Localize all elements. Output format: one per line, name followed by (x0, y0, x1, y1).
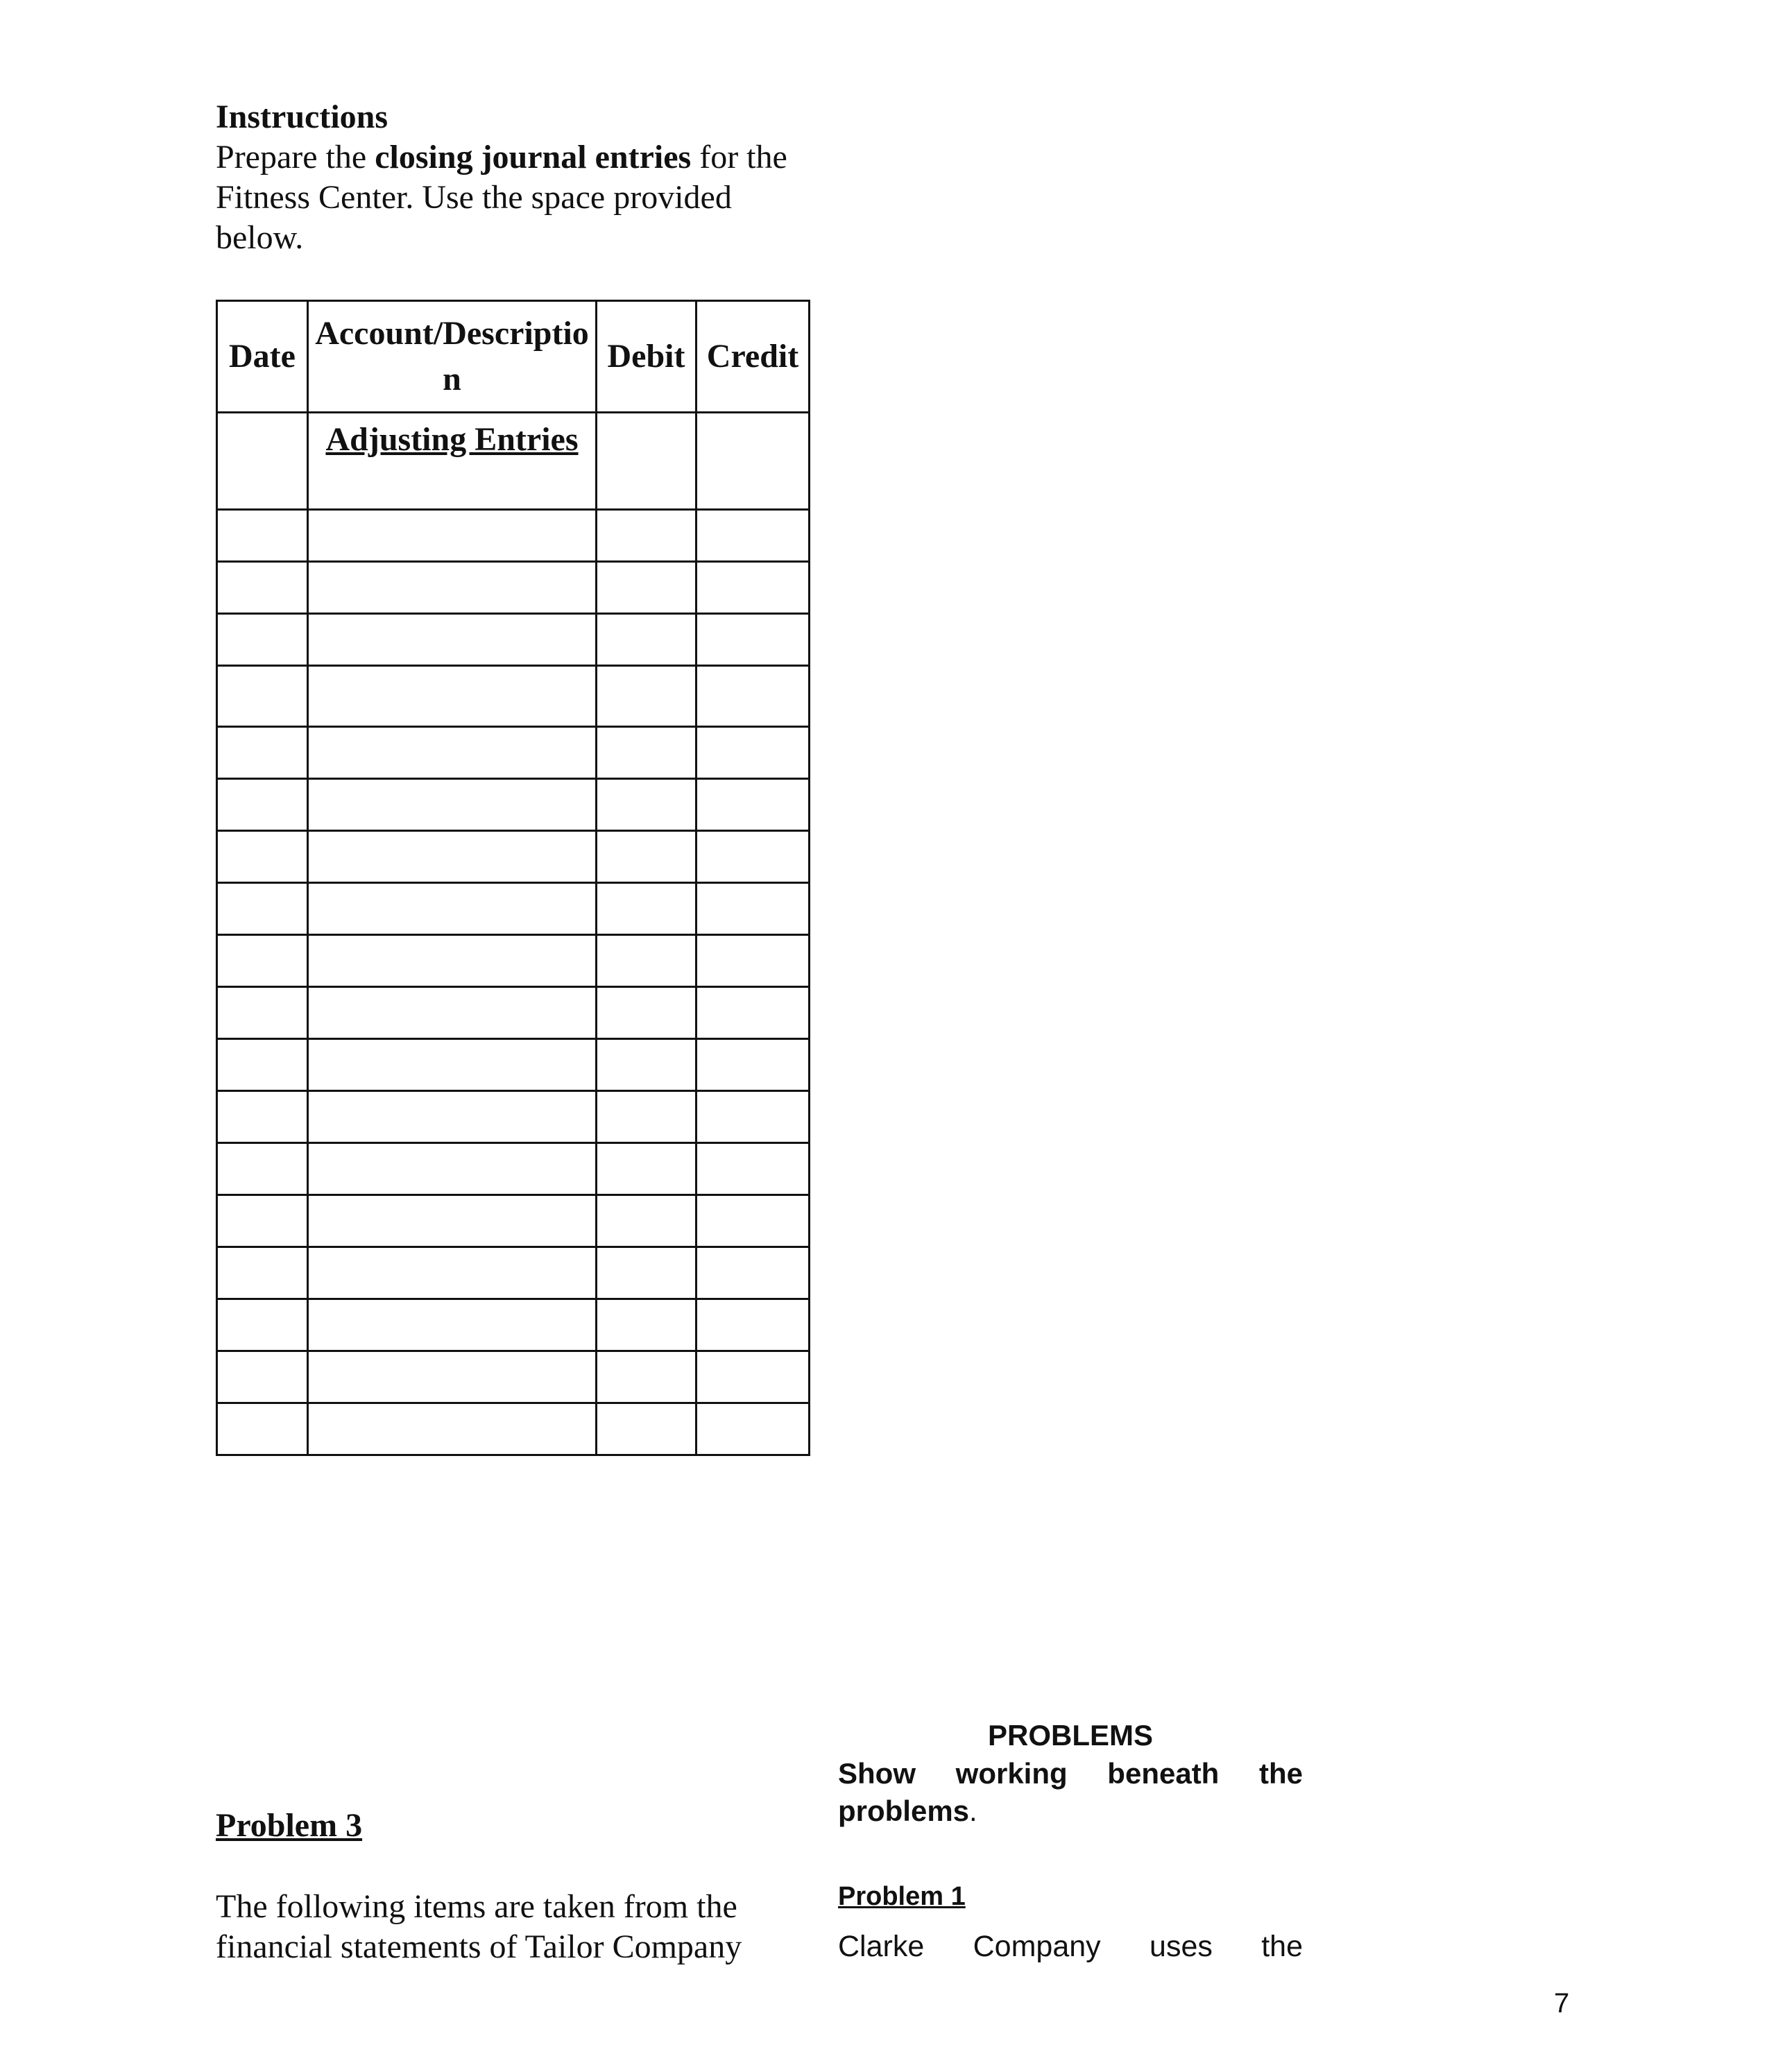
journal-row (217, 1091, 810, 1143)
problem3-title: Problem 3 (216, 1807, 363, 1844)
journal-row (217, 510, 810, 562)
account-cell[interactable] (308, 1039, 597, 1091)
account-cell[interactable] (308, 510, 597, 562)
journal-subheading-row (217, 413, 810, 510)
date-cell[interactable] (217, 413, 308, 510)
header-debit: Debit (597, 301, 697, 413)
credit-cell[interactable] (697, 1195, 810, 1247)
debit-cell[interactable] (597, 831, 697, 883)
account-cell[interactable] (308, 987, 597, 1039)
problem3-text: The following items are taken from the financial statements of Tailor Company (216, 1888, 742, 1965)
date-cell[interactable] (217, 831, 308, 883)
credit-cell[interactable] (697, 883, 810, 935)
date-cell[interactable] (217, 935, 308, 987)
account-cell[interactable] (308, 831, 597, 883)
date-cell[interactable] (217, 1039, 308, 1091)
debit-cell[interactable] (597, 413, 697, 510)
debit-cell[interactable] (597, 779, 697, 831)
debit-cell[interactable] (597, 666, 697, 727)
problems-instruction-text: Show working beneath the problems (838, 1757, 1303, 1827)
date-cell[interactable] (217, 883, 308, 935)
debit-cell[interactable] (597, 1039, 697, 1091)
instructions-block (216, 97, 812, 258)
account-cell[interactable] (308, 1351, 597, 1403)
date-cell[interactable] (217, 666, 308, 727)
journal-row (217, 1351, 810, 1403)
credit-cell[interactable] (697, 1403, 810, 1455)
instructions-text-part: for the Fitness Center. Use the space provided below. (216, 139, 787, 256)
account-cell[interactable] (308, 1195, 597, 1247)
problems-heading: PROBLEMS (987, 1719, 1153, 1752)
account-cell[interactable] (308, 1143, 597, 1195)
journal-row (217, 831, 810, 883)
credit-cell[interactable] (697, 1299, 810, 1351)
date-cell[interactable] (217, 727, 308, 779)
instructions-text-part: Prepare the (216, 139, 375, 175)
credit-cell[interactable] (697, 1039, 810, 1091)
credit-cell[interactable] (697, 666, 810, 727)
journal-row (217, 1195, 810, 1247)
credit-cell[interactable] (697, 779, 810, 831)
debit-cell[interactable] (597, 1143, 697, 1195)
debit-cell[interactable] (597, 1403, 697, 1455)
date-cell[interactable] (217, 987, 308, 1039)
journal-row (217, 987, 810, 1039)
adjusting-entries-label: Adjusting Entries (308, 413, 597, 510)
date-cell[interactable] (217, 562, 308, 614)
credit-cell[interactable] (697, 413, 810, 510)
account-cell[interactable] (308, 562, 597, 614)
date-cell[interactable] (217, 614, 308, 666)
problems-instruction-period: . (969, 1795, 977, 1827)
header-account-description: Account/Description (308, 301, 597, 413)
debit-cell[interactable] (597, 987, 697, 1039)
account-cell[interactable] (308, 883, 597, 935)
journal-row (217, 614, 810, 666)
problem1-text: Clarke Company uses the (838, 1930, 1303, 1963)
date-cell[interactable] (217, 1143, 308, 1195)
account-cell[interactable] (308, 1247, 597, 1299)
credit-cell[interactable] (697, 987, 810, 1039)
credit-cell[interactable] (697, 510, 810, 562)
debit-cell[interactable] (597, 1195, 697, 1247)
account-cell[interactable] (308, 779, 597, 831)
page-number: 7 (1554, 1988, 1570, 2019)
date-cell[interactable] (217, 1195, 308, 1247)
debit-cell[interactable] (597, 935, 697, 987)
journal-row (217, 562, 810, 614)
credit-cell[interactable] (697, 727, 810, 779)
credit-cell[interactable] (697, 1143, 810, 1195)
credit-cell[interactable] (697, 562, 810, 614)
journal-row (217, 779, 810, 831)
account-cell[interactable] (308, 614, 597, 666)
debit-cell[interactable] (597, 1091, 697, 1143)
debit-cell[interactable] (597, 562, 697, 614)
journal-row (217, 666, 810, 727)
account-cell[interactable] (308, 1403, 597, 1455)
journal-row (217, 1143, 810, 1195)
credit-cell[interactable] (697, 1091, 810, 1143)
date-cell[interactable] (217, 1091, 308, 1143)
date-cell[interactable] (217, 1403, 308, 1455)
journal-table (216, 300, 810, 1456)
credit-cell[interactable] (697, 1351, 810, 1403)
account-cell[interactable] (308, 1091, 597, 1143)
journal-row (217, 883, 810, 935)
instructions-heading: Instructions (216, 99, 388, 135)
journal-row (217, 1299, 810, 1351)
date-cell[interactable] (217, 1299, 308, 1351)
debit-cell[interactable] (597, 1351, 697, 1403)
header-credit: Credit (697, 301, 810, 413)
debit-cell[interactable] (597, 883, 697, 935)
account-cell[interactable] (308, 935, 597, 987)
credit-cell[interactable] (697, 1247, 810, 1299)
date-cell[interactable] (217, 510, 308, 562)
instructions-text-bold: closing journal entries (375, 139, 692, 175)
credit-cell[interactable] (697, 935, 810, 987)
journal-row (217, 727, 810, 779)
debit-cell[interactable] (597, 1299, 697, 1351)
journal-row (217, 1039, 810, 1091)
problem1-title: Problem 1 (838, 1882, 966, 1911)
credit-cell[interactable] (697, 831, 810, 883)
credit-cell[interactable] (697, 614, 810, 666)
header-date: Date (217, 301, 308, 413)
date-cell[interactable] (217, 1247, 308, 1299)
journal-row (217, 1247, 810, 1299)
debit-cell[interactable] (597, 1247, 697, 1299)
date-cell[interactable] (217, 779, 308, 831)
journal-row (217, 935, 810, 987)
account-cell[interactable] (308, 1299, 597, 1351)
debit-cell[interactable] (597, 727, 697, 779)
date-cell[interactable] (217, 1351, 308, 1403)
account-cell[interactable] (308, 666, 597, 727)
account-cell[interactable] (308, 727, 597, 779)
problems-instruction (838, 1755, 1303, 1830)
journal-header-row (217, 301, 810, 413)
instructions-text (216, 137, 812, 258)
debit-cell[interactable] (597, 614, 697, 666)
debit-cell[interactable] (597, 510, 697, 562)
journal-row (217, 1403, 810, 1455)
